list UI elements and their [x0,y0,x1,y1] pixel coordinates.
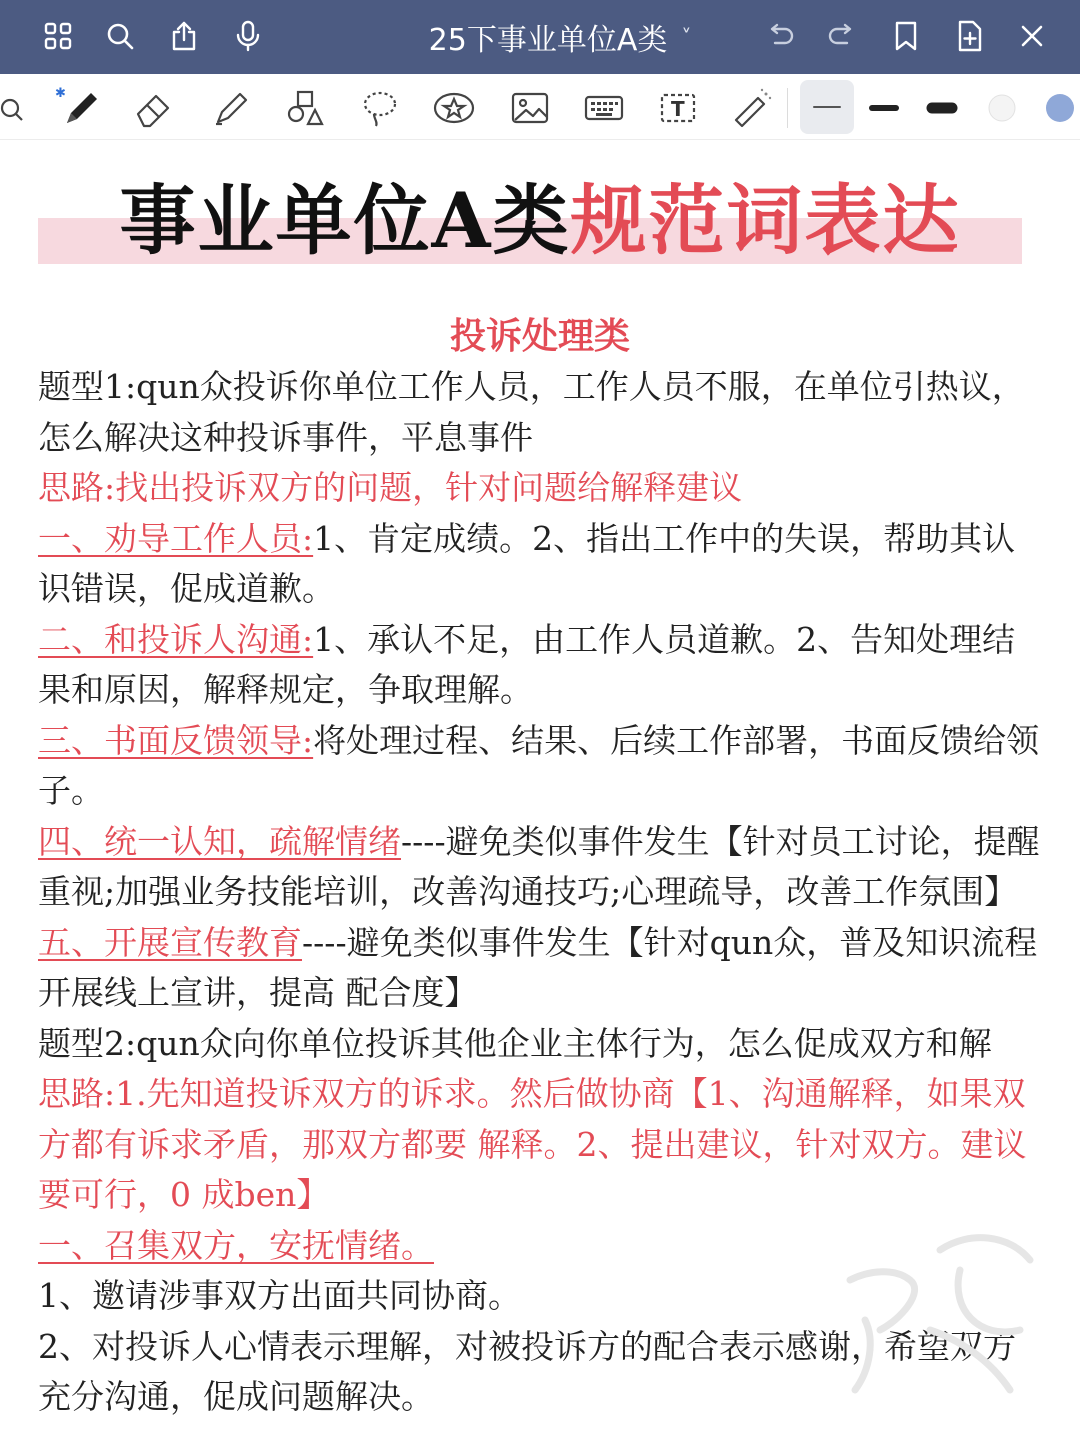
svg-text:✱: ✱ [55,86,66,101]
step-2-body: 1、承认不足，由工作人员道歉。2、告知处理结果和原因，解释规定，争取理解。 [38,619,1016,709]
eraser-icon[interactable] [130,84,178,132]
step-2 [38,615,1043,716]
step-4-heading: 四、统一认知，疏解情绪 [38,821,401,861]
step-4-5 [38,817,1043,1019]
color-swatch-light[interactable] [978,84,1026,132]
step-2-heading: 二、和投诉人沟通: [38,619,314,659]
idea-1: 思路:找出投诉双方的问题，针对问题给解释建议 [38,468,743,507]
lasso-icon[interactable] [356,84,404,132]
pen-icon[interactable] [54,84,102,132]
grid-icon[interactable] [36,14,80,58]
close-icon[interactable] [1010,14,1054,58]
document-title: 25下事业单位A类 [428,23,668,58]
toolbar-divider [787,88,788,128]
redo-icon[interactable] [820,14,864,58]
t1-heading-line [38,1221,1043,1272]
section-title: 投诉处理类 [449,315,630,357]
note-body [38,362,1043,1423]
svg-text:T: T [671,97,685,121]
question-1: 题型1:qun众投诉你单位工作人员，工作人员不服，在单位引热议，怎么解决这种投诉事件，平息事件 [38,367,1025,457]
t1-item-1: 1、邀请涉事双方出面共同协商。 [38,1276,521,1315]
microphone-icon[interactable] [226,14,270,58]
step-3 [38,716,1043,817]
question-2: 题型2:qun众向你单位投诉其他企业主体行为，怎么促成双方和解 [38,1023,992,1063]
share-icon[interactable] [162,14,206,58]
laser-pointer-icon[interactable] [728,84,776,132]
step-5-body: ----避免类似事件发生【针对qun众，普及知识流程开展线上宣讲，提高 配合度】 [38,922,1038,1012]
step-1-body: 1、肯定成绩。2、指出工作中的失误，帮助其认识错误，促成道歉。 [38,518,1016,608]
t1-heading: 一、召集双方，安抚情绪。 [38,1225,434,1265]
image-icon[interactable] [506,84,554,132]
step-3-body: 将处理过程、结果、后续工作部署，书面反馈给领子。 [38,720,1040,810]
bookmark-icon[interactable] [884,14,928,58]
step-4-body: ----避免类似事件发生【针对员工讨论，提醒重视;加强业务技能培训，改善沟通技巧;心理疏导，改善工作氛围】 [38,821,1040,911]
medium-stroke-option[interactable] [860,84,908,132]
thick-stroke-option[interactable] [918,84,966,132]
idea-2: 思路:1.先知道投诉双方的诉求。然后做协商【1、沟通解释，如果双方都有诉求矛盾，那双方都要 解释。2、提出建议，针对双方。建议要可行，0 成ben】 [38,1074,1027,1214]
chevron-down-icon: ˅ [681,25,692,49]
sticker-icon[interactable] [430,84,478,132]
thin-stroke-option-selected[interactable] [800,80,854,134]
step-1-heading: 一、劝导工作人员: [38,518,314,558]
search-icon[interactable] [98,14,142,58]
drawing-toolbar [0,74,1080,140]
color-swatch-blue[interactable] [1036,84,1080,132]
document-title-dropdown[interactable] [380,14,740,60]
add-page-icon[interactable] [948,14,992,58]
page-title [0,160,1080,269]
page-title-black: 事业单位A类 [119,176,571,265]
highlighter-icon[interactable] [206,84,254,132]
text-box-icon[interactable] [654,84,702,132]
step-1 [38,514,1043,615]
top-nav-bar [0,0,1080,74]
shapes-icon[interactable] [282,84,330,132]
undo-icon[interactable] [758,14,802,58]
keyboard-icon[interactable] [580,84,628,132]
page-title-red: 规范词表达 [570,176,961,265]
step-5-heading: 五、开展宣传教育 [38,922,302,962]
lasso-zoom-icon[interactable] [0,84,34,132]
t1-item-2: 2、对投诉人心情表示理解，对被投诉方的配合表示感谢，希望双方充分沟通，促成问题解决。 [38,1326,1016,1416]
step-3-heading: 三、书面反馈领导: [38,720,314,760]
